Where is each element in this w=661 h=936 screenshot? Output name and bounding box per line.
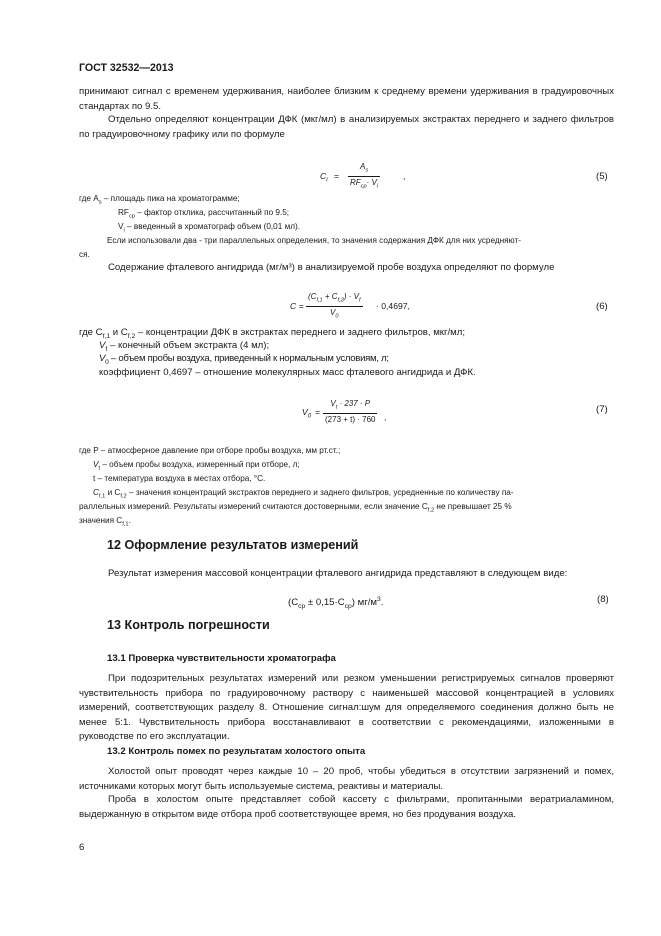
formula7-denominator: (273 + t) · 760 [325,414,376,424]
paragraph-p4: Результат измерения массовой концентрации фталевого ангидрида представляют в следующем виде: [108,568,568,579]
section-12-title: 12 Оформление результатов измерений [107,538,359,552]
where6-line1: где $C_{f,1}$ и $C_{f,2}$ – концентрации ДФК в экстрактах переднего и заднего фильтров, мкг/мл; [79,327,466,340]
where5-line5: ся. [79,250,90,259]
where6-line4: коэффициент 0,4697 – отношение молекулярных масс фталевого ангидрида и ДФК. [99,367,476,378]
formula7-tail: , [384,412,387,422]
formula6-fraction [306,292,363,322]
paragraph-p7: Проба в холостом опыте представляет собой кассету с фильтрами, пропитанными вератриаламином, выдержанную в открытом виде отбора проб соответствующее время, но без продувания воздуха. [79,794,614,820]
formula7-fraction [323,399,377,425]
where6-line3: $V_0$ – объем пробы воздуха, приведенный к нормальным условиям, л; [99,353,389,366]
standard-header: ГОСТ 32532—2013 [79,62,174,74]
formula6-numerator: $(C_{f,1} + C_{f,2}) \cdot V_f$ [308,292,361,304]
where5-line2: $RF_{ср}$ – фактор отклика, рассчитанный по 9.5; [118,208,290,220]
formula5-numerator: $A_s$ [359,162,369,174]
where6-line2: $V_f$ – конечный объем экстракта (4 мл); [99,340,270,353]
formula6-number: (6) [596,301,608,312]
section-13-1-title: 13.1 Проверка чувствительности хроматографа [107,653,336,664]
formula7-numerator: $V_t \cdot 237 \cdot P$ [330,399,371,411]
formula8: $(C_{ср} \pm 0,15\cdot C_{ср})$ $мг/м^3$. [288,596,384,611]
formula6-tail: · 0,4697, [376,301,410,311]
formula8-number: (8) [597,594,609,605]
where7-line3: t – температура воздуха в местах отбора, °С. [93,474,266,483]
paragraph-p5: При подозрительных результатах измерений или резком уменьшении регистрируемых сигналов проверяют чувствительность прибора по градуировочному раствору с наименьшей массовой концентрацией в условиях измерений, соответствующих разделу 8. Отношение сигнал:шум для определяемого соединения должно быть не менее 5:1. Чувствительность прибора восстанавливают в соответствии с рекомендациями, изложенными в руководстве по его эксплуатации. [79,673,614,743]
formula5-denominator: $RF_{cp}\cdot V_i$ [350,177,379,190]
formula6-denominator: $V_0$ [330,307,339,320]
formula5-eq: = [334,171,340,181]
formula7-number: (7) [596,404,608,415]
page-number: 6 [79,842,85,853]
formula5-lhs: $C_i$ [320,171,328,184]
where7-line4: $C_{f,1}$ и $C_{f,2}$ – значения концентраций экстрактов переднего и заднего фильтров, усредненные по количеству па- [93,488,514,500]
where7-line1: где P – атмосферное давление при отборе пробы воздуха, мм рт.ст.; [79,446,341,455]
paragraph-p6: Холостой опыт проводят через каждые 10 – 20 проб, чтобы убедиться в отсутствии загрязнений и помех, источниками которых могут быть используемые система, реактивы и материалы. [79,766,614,792]
paragraph-p3: Содержание фталевого ангидрида (мг/м³) в анализируемой пробе воздуха определяют по формуле [108,262,555,273]
paragraph-p1: принимают сигнал с временем удерживания, наиболее близким к среднему времени удерживания в градуировочных стандартах по 9.5. [79,86,614,112]
formula6-lhs: C = [290,301,304,311]
formula7-lhs: $V_0$ [302,407,312,420]
paragraph-p2: Отдельно определяют концентрации ДФК (мкг/мл) в анализируемых экстрактах переднего и заднего фильтров по градуировочному графику или по формуле [79,114,614,140]
formula5-fraction [348,162,380,192]
where7-line6: значения $C_{f,1}$. [79,516,131,528]
where5-line4: Если использовали два - три параллельных определения, то значения содержания ДФК для них усредняют- [107,236,521,245]
section-13-2-title: 13.2 Контроль помех по результатам холостого опыта [107,746,366,757]
where7-line2: $V_t$ – объем пробы воздуха, измеренный при отборе, л; [93,460,300,472]
section-13-title: 13 Контроль погрешности [107,618,270,632]
where5-line1: где $A_s$ – площадь пика на хроматограмме; [79,194,240,206]
formula5-tail: , [403,171,406,181]
formula5-number: (5) [596,171,608,182]
where7-line5: раллельных измерений. Результаты измерений считаются достоверными, если значение $C_{f,2}$ не превышает 25 % [79,502,512,514]
formula7-eq: = [315,407,321,417]
where5-line3: $V_i$ – введенный в хроматограф объем (0,01 мл). [118,222,300,234]
